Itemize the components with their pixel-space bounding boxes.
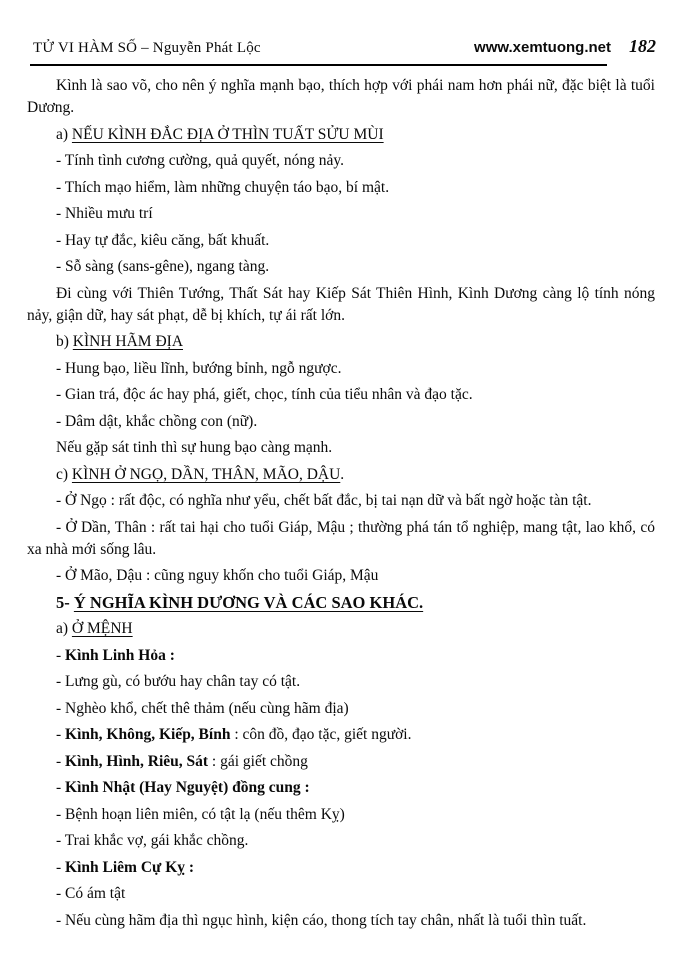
text-segment: - Nếu cùng hãm địa thì ngục hình, kiện cáo, thong tích tay chân, nhất là tuổi thìn tuất.: [56, 911, 587, 929]
bullet-bold-lead: [27, 777, 655, 799]
text-segment: : gái giết chồng: [208, 752, 308, 770]
bullet-line: [27, 830, 655, 852]
text-segment: : côn đồ, đạo tặc, giết người.: [230, 726, 412, 743]
bullet-line: [27, 565, 655, 587]
text-segment: - Nghèo khổ, chết thê thảm (nếu cùng hãm địa): [56, 699, 349, 717]
text-segment: -: [56, 779, 66, 796]
bullet-bold-lead: [27, 751, 655, 773]
page-body: [0, 66, 686, 932]
heading-c-ngo-dan-than: [27, 464, 655, 486]
website-url: www.xemtuong.net: [474, 39, 611, 56]
text-segment: - Thích mạo hiểm, làm những chuyện táo bạo, bí mật.: [56, 178, 390, 196]
book-title: TỬ VI HÀM SỐ – Nguyễn Phát Lộc: [33, 40, 261, 56]
bullet-line: [27, 203, 655, 225]
bullet-bold-lead: [27, 724, 655, 746]
bullet-line: [27, 384, 655, 406]
bullet-line: [27, 698, 655, 720]
text-segment: Kình Liêm Cự Kỵ :: [65, 858, 195, 876]
intro-paragraph: [27, 75, 655, 119]
text-segment: - Nhiều mưu trí: [56, 205, 153, 222]
text-segment: - Bệnh hoạn liên miên, có tật lạ (nếu thêm Kỵ): [56, 805, 345, 823]
bullet-paragraph: [27, 517, 655, 561]
text-segment: - Sỗ sàng (sans-gêne), ngang tàng.: [56, 258, 270, 275]
body-paragraph: [27, 437, 655, 459]
heading-5-y-nghia: [27, 592, 655, 614]
text-segment: Kình là sao võ, cho nên ý nghĩa mạnh bạo, thích hợp với phái nam hơn phái nữ, đặc biệt là tuổi Dương.: [27, 77, 655, 116]
bullet-line: [27, 256, 655, 278]
text-segment: -: [56, 646, 66, 664]
text-segment: KÌNH HÃM ĐỊA: [72, 333, 184, 350]
text-segment: Nếu gặp sát tinh thì sự hung bạo càng mạnh.: [56, 439, 333, 456]
text-segment: - Có ám tật: [56, 885, 126, 902]
bullet-bold-lead: [27, 857, 655, 879]
heading-b-ham-dia: [27, 331, 655, 353]
text-segment: Kình Nhật (Hay Nguyệt) đồng cung :: [65, 779, 310, 796]
text-segment: - Ở Ngọ : rất độc, có nghĩa như yểu, chết bất đắc, bị tai nạn dữ và bất ngờ hoặc tàn tật.: [56, 492, 592, 509]
text-segment: - Hay tự đắc, kiêu căng, bất khuất.: [56, 231, 270, 249]
text-segment: a): [56, 125, 72, 143]
bullet-line: [27, 910, 655, 932]
bullet-line: [27, 177, 655, 199]
text-segment: c): [56, 465, 72, 483]
text-segment: - Trai khắc vợ, gái khắc chồng.: [56, 832, 249, 849]
text-segment: KÌNH Ở NGỌ, DẦN, THÂN, MÃO, DẬU: [71, 465, 341, 483]
text-segment: - Lưng gù, có bướu hay chân tay có tật.: [56, 673, 301, 690]
text-segment: - Hung bạo, liều lĩnh, bướng bỉnh, ngỗ ngược.: [56, 359, 342, 377]
bullet-line: [27, 804, 655, 826]
text-segment: -: [56, 752, 66, 770]
text-segment: Kình, Hình, Riêu, Sát: [65, 752, 209, 770]
text-segment: Kình, Không, Kiếp, Bính: [65, 726, 231, 743]
heading-a-dac-dia: [27, 124, 655, 146]
text-segment: - Gian trá, độc ác hay phá, giết, chọc, tính của tiểu nhân và đạo tặc.: [56, 386, 473, 403]
text-segment: - Ở Dần, Thân : rất tai hại cho tuổi Giáp, Mậu ; thường phá tán tổ nghiệp, mang tật, lao khổ, có xa nhà mới sống lâu.: [27, 518, 655, 558]
page-header: [0, 0, 686, 57]
bullet-bold-lead: [27, 645, 655, 667]
page-number: 182: [629, 36, 656, 56]
body-paragraph: [27, 283, 655, 327]
bullet-line: [27, 883, 655, 905]
text-segment: 5-: [56, 592, 74, 612]
text-segment: Ý NGHĨA KÌNH DƯƠNG VÀ CÁC SAO KHÁC.: [73, 592, 424, 612]
bullet-line: [27, 230, 655, 252]
bullet-line: [27, 411, 655, 433]
heading-a-o-menh: [27, 618, 655, 640]
text-segment: -: [56, 858, 66, 876]
text-segment: - Ở Mão, Dậu : cũng nguy khốn cho tuổi Giáp, Mậu: [56, 567, 379, 584]
text-segment: .: [340, 465, 345, 483]
text-segment: a): [56, 620, 72, 637]
bullet-line: [27, 490, 655, 512]
bullet-line: [27, 150, 655, 172]
text-segment: - Tính tình cương cường, quả quyết, nóng nảy.: [56, 152, 345, 169]
bullet-line: [27, 671, 655, 693]
text-segment: NẾU KÌNH ĐẮC ĐỊA Ở THÌN TUẤT SỬU MÙI: [71, 125, 384, 143]
text-segment: -: [56, 726, 66, 743]
text-segment: Kình Linh Hỏa :: [65, 646, 175, 664]
text-segment: Đi cùng với Thiên Tướng, Thất Sát hay Kiếp Sát Thiên Hình, Kình Dương càng lộ tính nóng nảy, giận dữ, hay sát phạt, dễ bị khích, tự ái rất lớn.: [27, 284, 655, 324]
bullet-line: [27, 358, 655, 380]
text-segment: Ở MỆNH: [71, 620, 133, 637]
text-segment: b): [56, 333, 73, 350]
text-segment: - Dâm dật, khắc chồng con (nữ).: [56, 412, 258, 430]
